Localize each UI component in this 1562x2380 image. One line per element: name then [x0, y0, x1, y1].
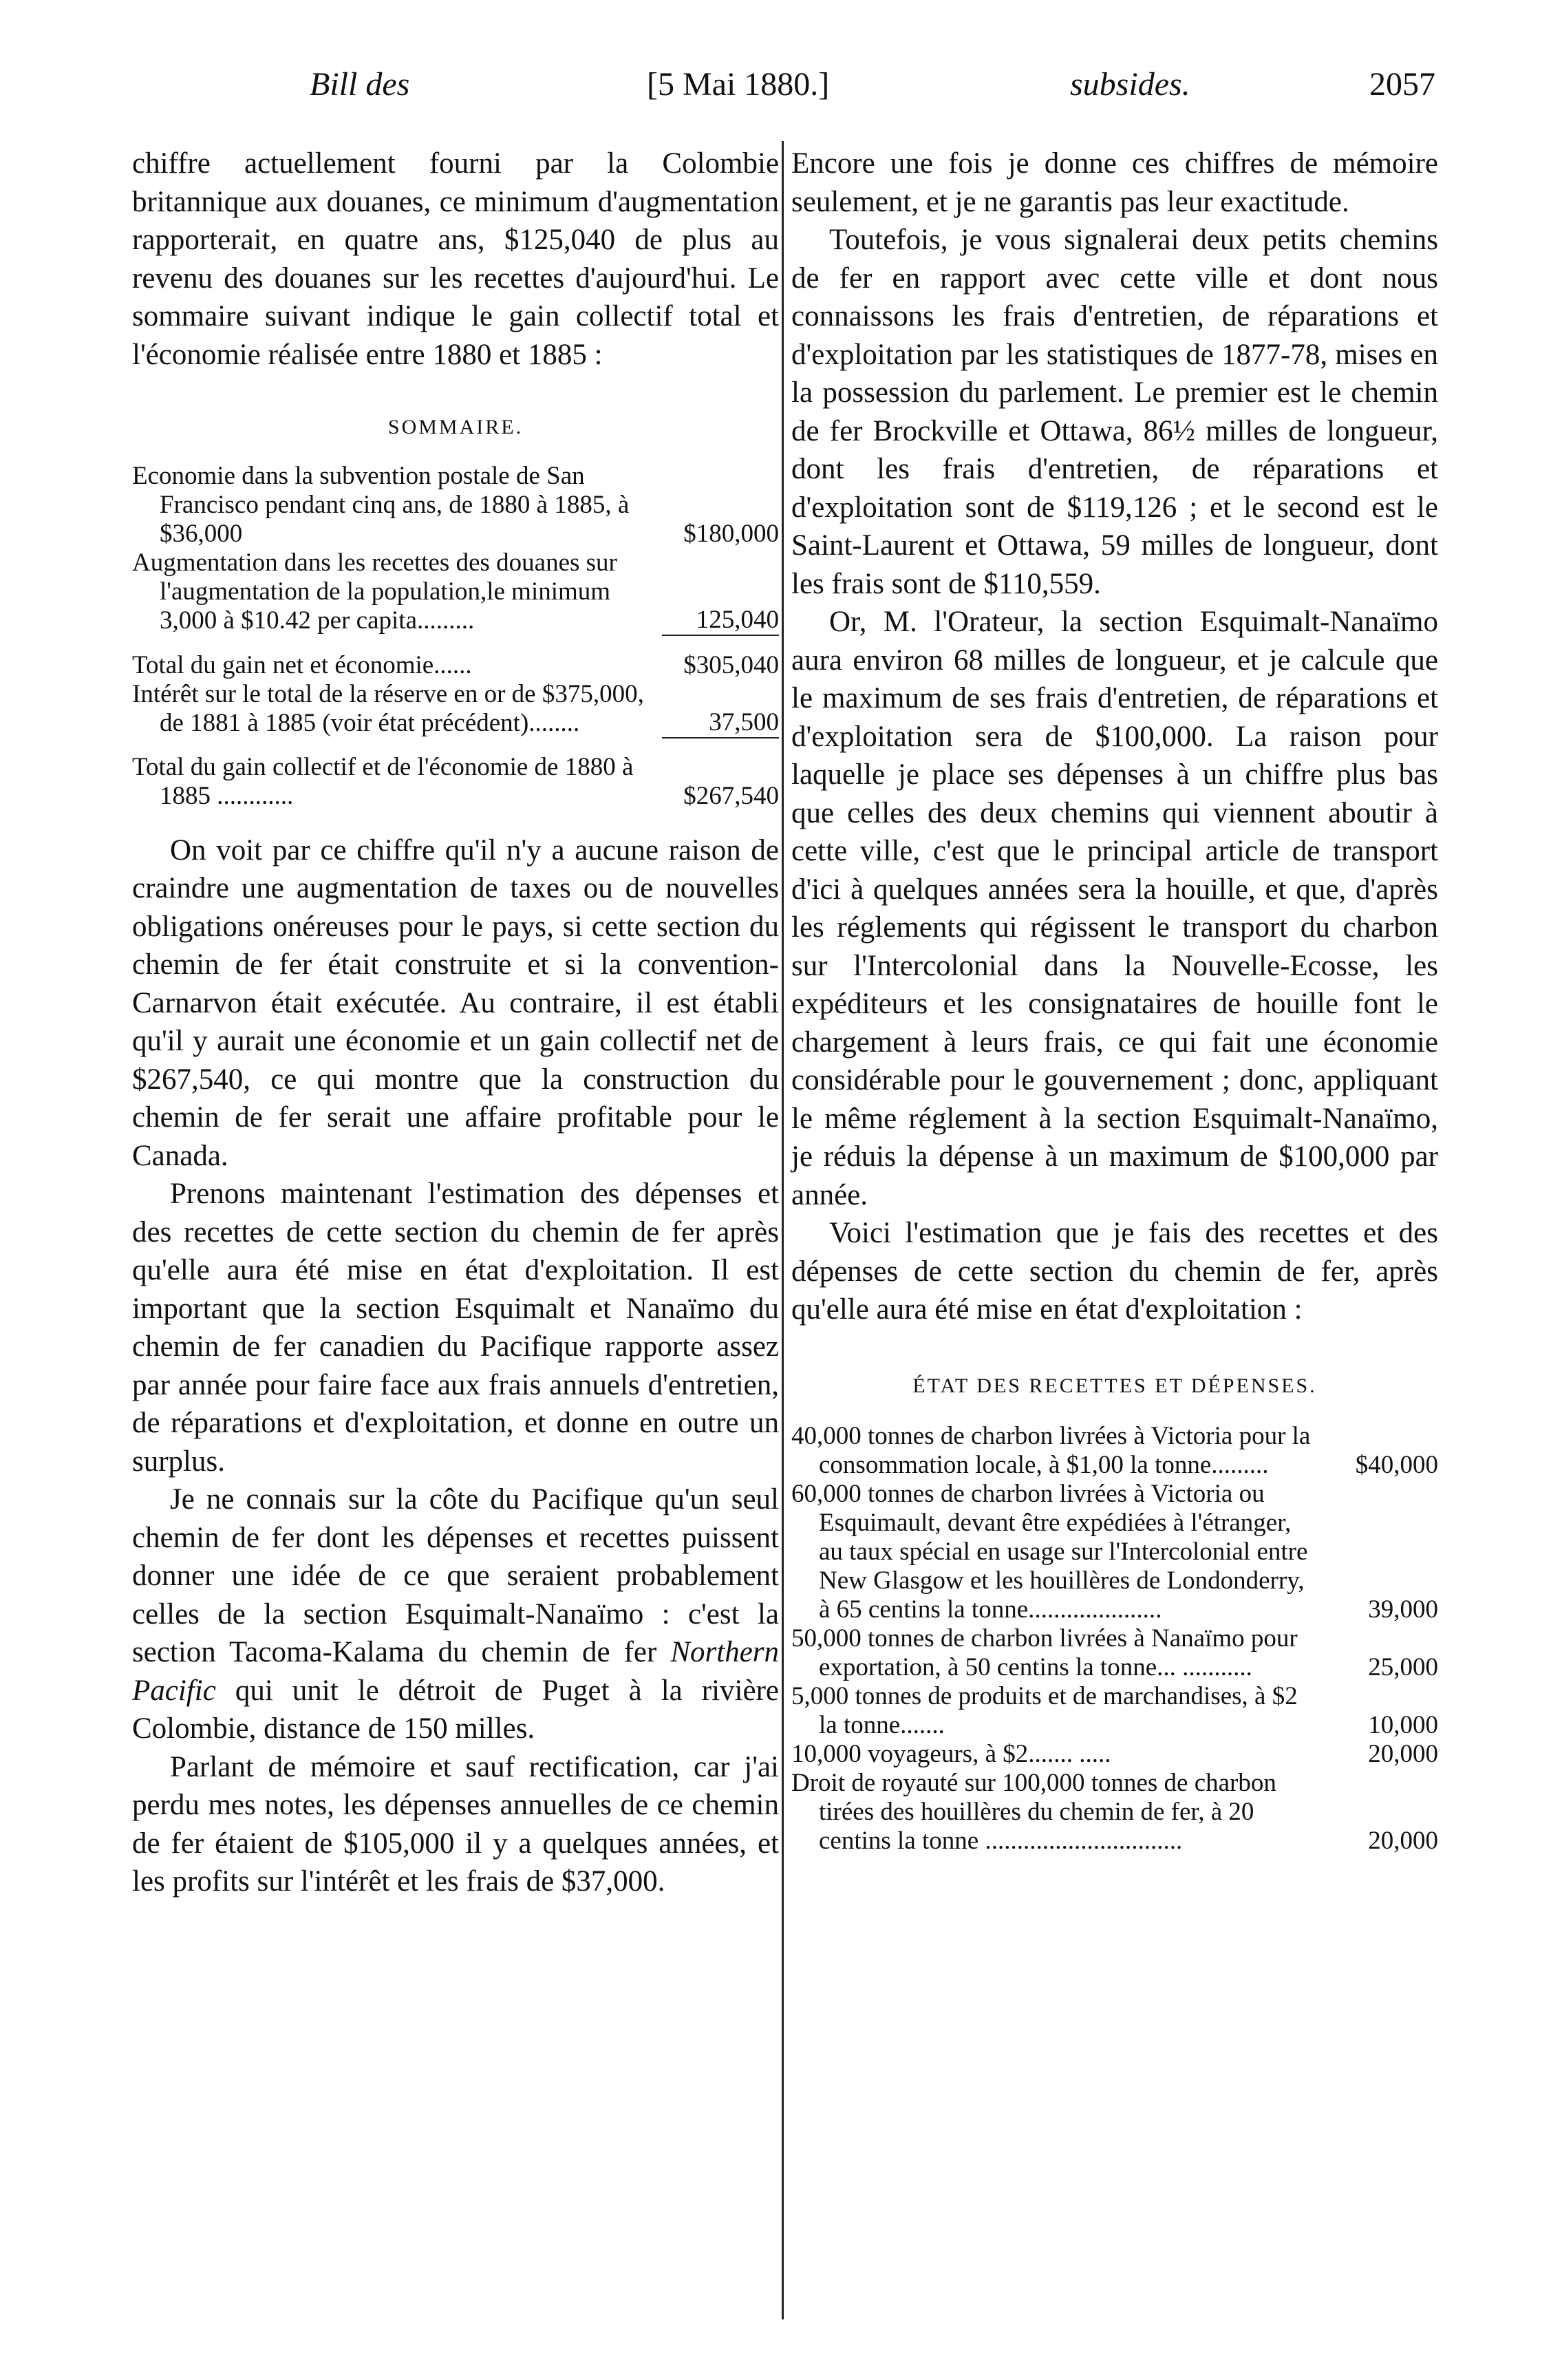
- row-description: 60,000 tonnes de charbon livrées à Victoria ou Esquimault, devant être expédiées à l'étranger, au taux spécial en usage sur l'Intercolonial entre New Glasgow et les houillères de Londonderry, à 65 centins la tonne.....................: [791, 1480, 1308, 1624]
- sommaire-heading: SOMMAIRE.: [387, 416, 524, 438]
- table-row: [791, 1624, 1438, 1682]
- table-row: [132, 549, 779, 635]
- left-paragraph-3: Prenons maintenant l'estimation des dépenses et des recettes de cette section du chemin de fer après qu'elle aura été mise en état d'exploitation. Il est important que la section Esquimalt et Nanaïmo du chemin de fer canadien du Pacifique rapporte assez par année pour faire face aux frais annuels d'entretien, de réparations et d'exploitation, et donne en outre un surplus.: [132, 1178, 779, 1478]
- right-paragraph-3: Or, M. l'Orateur, la section Esquimalt-Nanaïmo aura environ 68 milles de longueur, et je calcule que le maximum de ses frais d'entretien, de réparations et d'exploitation sera de $100,000. La raison pour laquelle je place ses dépenses à un chiffre plus bas que celles des deux chemins qui viennent aboutir à cette ville, c'est que le principal article de transport d'ici à quelques années sera la houille, et que, d'après les réglements qui régissent le transport du charbon sur l'Intercolonial dans la Nouvelle-Ecosse, les expéditeurs et les consignataires de houille font le chargement à leurs frais, ce qui fait une économie considérable pour le gouvernement ; donc, appliquant le même réglement à la section Esquimalt-Nanaïmo, je réduis la dépense à un maximum de $100,000 par année.: [791, 606, 1438, 1211]
- etat-table: [791, 1422, 1438, 1856]
- table-row: [791, 1769, 1438, 1856]
- row-description: 50,000 tonnes de charbon livrées à Nanaïmo pour exportation, à 50 centins la tonne... ...........: [791, 1624, 1298, 1681]
- row-description: 40,000 tonnes de charbon livrées à Victoria pour la consommation locale, à $1,00 la tonne.........: [791, 1422, 1311, 1479]
- row-value: 10,000: [1368, 1711, 1438, 1739]
- row-description: Augmentation dans les recettes des douanes sur l'augmentation de la population,le minimum 3,000 à $10.42 per capita.........: [132, 548, 617, 635]
- row-description: 5,000 tonnes de produits et de marchandises, à $2 la tonne.......: [791, 1682, 1298, 1739]
- right-paragraph-1: Encore une fois je donne ces chiffres de mémoire seulement, et je ne garantis pas leur exactitude.: [791, 147, 1438, 218]
- table-row: [791, 1740, 1438, 1769]
- row-value: 39,000: [1368, 1595, 1438, 1624]
- row-value: 25,000: [1368, 1653, 1438, 1681]
- left-column: [132, 145, 779, 1901]
- left-paragraph-2: On voit par ce chiffre qu'il n'y a aucune raison de craindre une augmentation de taxes ou de nouvelles obligations onéreuses pour le pays, si cette section du chemin de fer était construite et si la convention-Carnarvon était exécutée. Au contraire, il est établi qu'il y aurait une économie et un gain collectif net de $267,540, ce qui montre que la construction du chemin de fer serait une affaire profitable pour le Canada.: [132, 833, 779, 1172]
- page-header: [0, 65, 1562, 114]
- paragraph-text: Je ne connais sur la côte du Pacifique qu'un seul chemin de fer dont les dépenses et recettes puissent donner une idée de ce que seraient probablement celles de la section Esquimalt-Nanaïmo : c'est la section Tacoma-Kalama du chemin de fer: [132, 1483, 779, 1668]
- etat-heading: ÉTAT DES RECETTES ET DÉPENSES.: [912, 1374, 1317, 1397]
- table-row: [791, 1422, 1438, 1480]
- row-value: 125,040: [696, 605, 779, 634]
- header-date: [5 Mai 1880.]: [647, 66, 830, 103]
- row-description: Economie dans la subvention postale de San Francisco pendant cinq ans, de 1880 à 1885, à $36,000: [132, 461, 630, 548]
- left-paragraph-4: [132, 1480, 779, 1748]
- header-left-title: Bill des: [310, 66, 410, 103]
- left-paragraph-5: Parlant de mémoire et sauf rectification, car j'ai perdu mes notes, les dépenses annuelles de ce chemin de fer étaient de $105,000 il y a quelques années, et les profits sur l'intérêt et les frais de $37,000.: [132, 1750, 779, 1898]
- sommaire-table: [132, 462, 779, 811]
- table-row: [132, 680, 779, 738]
- paragraph-text: qui unit le détroit de Puget à la rivière Colombie, distance de 150 milles.: [132, 1674, 779, 1745]
- page-number: 2057: [1369, 66, 1435, 103]
- row-description: Intérêt sur le total de la réserve en or de $375,000, de 1881 à 1885 (voir état précédent)........: [132, 679, 644, 737]
- right-paragraph-2: Toutefois, je vous signalerai deux petits chemins de fer en rapport avec cette ville et dont nous connaissons les frais d'entretien, de réparations et d'exploitation par les statistiques de 1877-78, mises en la possession du parlement. Le premier est le chemin de fer Brockville et Ottawa, 86½ milles de longueur, dont les frais d'entretien, de réparations et d'exploitation sont de $119,126 ; et le second est le Saint-Laurent et Ottawa, 59 milles de longueur, dont les frais sont de $110,559.: [791, 224, 1438, 600]
- row-value: 20,000: [1368, 1740, 1438, 1768]
- row-value: $180,000: [683, 519, 779, 548]
- row-description: Total du gain net et économie......: [132, 650, 472, 679]
- table-row: [791, 1480, 1438, 1624]
- row-value: 20,000: [1368, 1827, 1438, 1855]
- column-divider: [782, 141, 784, 2319]
- railway-name-italic: Northern Pacific: [132, 1636, 780, 1707]
- table-row: [791, 1682, 1438, 1740]
- table-row: [132, 462, 779, 549]
- row-description: Total du gain collectif et de l'économie de 1880 à 1885 ............: [132, 752, 634, 810]
- header-right-title: subsides.: [1070, 66, 1190, 103]
- row-description: 10,000 voyageurs, à $2....... .....: [791, 1740, 1111, 1768]
- table-row: [132, 635, 779, 680]
- row-value: 37,500: [709, 708, 779, 736]
- left-paragraph-1: chiffre actuellement fourni par la Colombie britannique aux douanes, ce minimum d'augmentation rapporterait, en quatre ans, $125,040 de plus au revenu des douanes sur les recettes d'aujourd'hui. Le sommaire suivant indique le gain collectif total et l'économie réalisée entre 1880 et 1885 :: [132, 147, 779, 371]
- row-description: Droit de royauté sur 100,000 tonnes de charbon tirées des houillères du chemin de fer, à 20 centins la tonne ...............................: [791, 1769, 1276, 1855]
- row-value: $267,540: [662, 738, 779, 811]
- table-row: [132, 738, 779, 811]
- row-value: $305,040: [662, 635, 779, 680]
- right-paragraph-4: Voici l'estimation que je fais des recettes et des dépenses de cette section du chemin de fer, après qu'elle aura été mise en état d'exploitation :: [791, 1217, 1438, 1326]
- right-column: [791, 145, 1438, 1876]
- row-value: $40,000: [1355, 1451, 1438, 1479]
